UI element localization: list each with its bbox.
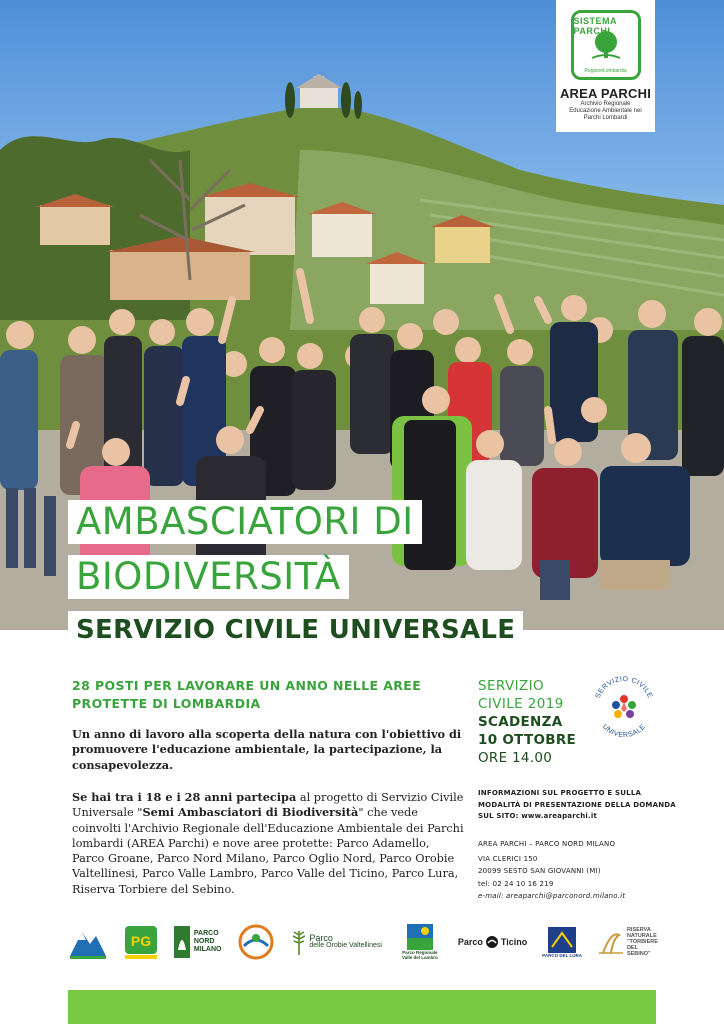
logo-title: AREA PARCHI <box>559 86 652 101</box>
contact-org: AREA PARCHI – PARCO NORD MILANO <box>478 840 616 848</box>
valle-lambro-label: Parco Regionale Valle del Lambro <box>402 950 438 960</box>
sc-line-1: SERVIZIO <box>478 678 545 694</box>
scu-logo-text: SERVIZIO CIVILE <box>594 675 654 700</box>
logo-region: RegioneLombardia <box>584 68 627 74</box>
details-text-2: " che vede coinvolti l'Archivio Regionale dell'Educazione Ambientale dei Parchi lombardi (AREA Parchi) e nove aree protette: Parco Adamello, Parco Groane, Parco Nord Milano, Parco Oglio Nord, Parco Orobie Valtellinesi, Parco Valle Lambro, Parco Valle del Ticino, Parco Lura, Riserva Torbiere del Sebino. <box>72 806 464 896</box>
nord-milano-line-3: MILANO <box>193 946 222 953</box>
riserva-torbiere-logo <box>597 922 658 962</box>
info-line-1: INFORMAZIONI SUL PROGETTO E SULLA <box>478 789 642 797</box>
groane-letters: PG <box>130 933 152 949</box>
lura-label: PARCO DEL LURA <box>542 952 583 958</box>
orobie-line-1: Parco <box>309 933 333 943</box>
contact-email[interactable]: e-mail: areaparchi@parconord.milano.it <box>478 892 626 900</box>
ticino-line-1: Parco <box>457 937 483 947</box>
oglio-nord-icon <box>236 924 276 960</box>
contact-block <box>478 838 698 903</box>
info-line-3 <box>478 811 678 823</box>
deadline-block <box>478 713 576 767</box>
details-bold-2: Semi Ambasciatori di Biodiversità <box>142 805 359 820</box>
servizio-civile-universale-logo <box>588 671 660 743</box>
logo-ring-text: SISTEMA PARCHI <box>573 16 617 36</box>
mountain-icon <box>68 922 108 962</box>
torbiere-line-5: SEBINO" <box>626 951 651 957</box>
parco-nord-milano-logo <box>174 922 222 962</box>
sistema-parchi-emblem <box>571 10 641 80</box>
details-paragraph <box>72 790 464 897</box>
contact-city: 20099 SESTO SAN GIOVANNI (MI) <box>478 867 601 875</box>
deadline-date: 10 OTTOBRE <box>478 732 577 748</box>
parco-groane-logo <box>123 922 159 962</box>
torbiere-line-1: RISERVA <box>626 927 651 933</box>
title-line-3: SERVIZIO CIVILE UNIVERSALE <box>68 611 523 649</box>
parco-ticino-logo <box>458 922 527 962</box>
park-logos-row <box>68 920 658 964</box>
fern-icon <box>291 927 307 957</box>
footer-bar <box>68 990 656 1024</box>
nord-milano-line-2: NORD <box>193 938 215 945</box>
headline: 28 POSTI PER LAVORARE UN ANNO NELLE AREE PROTETTE DI LOMBARDIA <box>72 678 422 711</box>
ticino-bird-icon <box>485 935 499 949</box>
info-heading <box>478 788 678 823</box>
heron-icon <box>597 927 625 957</box>
title-line-2: BIODIVERSITÀ <box>68 555 349 599</box>
info-site-label: SUL SITO: <box>478 812 522 820</box>
parco-oglio-nord-logo <box>236 922 276 962</box>
contact-street: VIA CLERICI 150 <box>478 854 538 863</box>
contact-tel: tel: 02 24 10 16 219 <box>478 879 554 888</box>
logo-subtitle: Archivio Regionale Educazione Ambientale nei Parchi Lombardi <box>569 101 642 121</box>
parco-orobie-logo <box>291 922 382 962</box>
servizio-civile-title <box>478 677 564 713</box>
sc-line-2: CIVILE 2019 <box>478 696 564 712</box>
ticino-line-2: Ticino <box>500 937 528 947</box>
deadline-label: SCADENZA <box>478 714 563 730</box>
title-line-1: AMBASCIATORI DI <box>68 500 422 544</box>
area-parchi-logo <box>556 0 655 132</box>
lura-icon <box>548 927 576 953</box>
nord-milano-line-1: PARCO <box>193 930 219 937</box>
intro-paragraph: Un anno di lavoro alla scoperta della natura con l'obiettivo di promuovere l'educazione ambientale, la partecipazione, la consapevolezza. <box>72 727 462 772</box>
groane-icon <box>123 924 159 960</box>
leaf-icon <box>174 926 190 958</box>
parco-lura-logo <box>542 922 582 962</box>
parco-adamello-logo <box>68 922 108 962</box>
details-bold-1: Se hai tra i 18 e i 28 anni partecipa <box>72 790 297 804</box>
parco-valle-lambro-logo <box>397 922 443 962</box>
lambro-icon <box>407 924 433 950</box>
torbiere-line-2: NATURALE <box>626 933 657 939</box>
details-text-1: al progetto di Servizio Civile Universale " <box>72 791 464 820</box>
svg-text:UNIVERSALE: UNIVERSALE <box>600 723 648 740</box>
deadline-time: ORE 14.00 <box>478 750 553 766</box>
torbiere-line-4: DEL <box>626 945 638 951</box>
torbiere-line-3: "TORBIERE <box>626 939 658 945</box>
info-site-link[interactable]: www.areaparchi.it <box>521 812 598 820</box>
orobie-line-2: delle Orobie Valtellinesi <box>309 942 382 949</box>
info-line-2: MODALITÀ DI PRESENTAZIONE DELLA DOMANDA <box>478 800 676 809</box>
star-icon <box>612 695 636 718</box>
